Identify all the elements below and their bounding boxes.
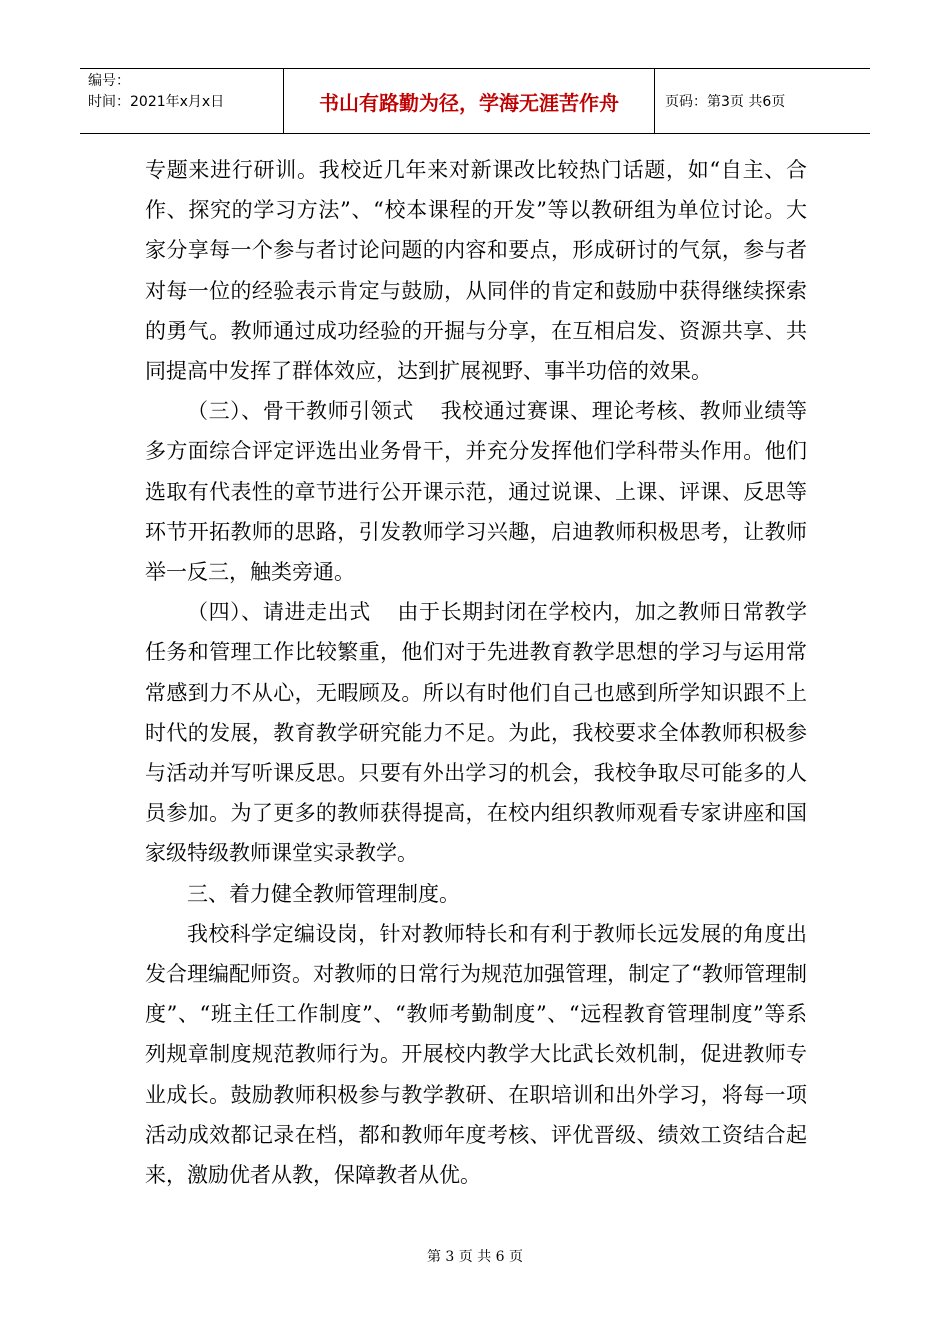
paragraph-text: 专题来进行研训。我校近几年来对新课改比较热门话题，如“自主、合作、探究的学习方法”、“校本课程的开发”等以教研组为单位讨论。大家分享每一个参与者讨论问题的内容和要点，形成研讨的气氛，参与者对每一位的经验表示肯定与鼓励，从同伴的肯定和鼓励中获得继续探索的勇气。教师通过成功经验的开掘与分享，在互相启发、资源共享、共同提高中发挥了群体效应，达到扩展视野、事半功倍的效果。 xyxy=(145,158,807,384)
document-date-label: 时间：2021年x月x日 xyxy=(88,94,225,110)
document-body xyxy=(145,150,807,1195)
page-header xyxy=(80,68,870,134)
paragraph-text: 我校通过赛课、理论考核、教师业绩等多方面综合评定评选出业务骨干，并充分发挥他们学科带头作用。他们选取有代表性的章节进行公开课示范，通过说课、上课、评课、反思等环节开拓教师的思路，引发教师学习兴趣，启迪教师积极思考，让教师举一反三，触类旁通。 xyxy=(145,399,808,585)
header-meta xyxy=(80,69,283,133)
paragraph xyxy=(145,914,807,1195)
section-heading: （四）、请进走出式 xyxy=(187,600,371,625)
header-motto: 书山有路勤为径，学海无涯苦作舟 xyxy=(283,69,655,133)
paragraph-text: 三、着力健全教师管理制度。 xyxy=(187,881,460,906)
section-title xyxy=(145,874,807,914)
paragraph xyxy=(145,391,807,592)
paragraph-text: 由于长期封闭在学校内，加之教师日常教学任务和管理工作比较繁重，他们对于先进教育教学思想的学习与运用常常感到力不从心，无暇顾及。所以有时他们自己也感到所学知识跟不上时代的发展，教育教学研究能力不足。为此，我校要求全体教师积极参与活动并写听课反思。只要有外出学习的机会，我校争取尽可能多的人员参加。为了更多的教师获得提高，在校内组织教师观看专家讲座和国家级特级教师课堂实录教学。 xyxy=(145,600,808,866)
header-page-info: 页码：第3页 共6页 xyxy=(665,94,786,110)
paragraph-text: 我校科学定编设岗，针对教师特长和有利于教师长远发展的角度出发合理编配师资。对教师的日常行为规范加强管理，制定了“教师管理制度”、“班主任工作制度”、“教师考勤制度”、“远程教育管理制度”等系列规章制度规范教师行为。开展校内教学大比武长效机制，促进教师专业成长。鼓励教师积极参与教学教研、在职培训和出外学习，将每一项活动成效都记录在档，都和教师年度考核、评优晋级、绩效工资结合起来，激励优者从教，保障教者从优。 xyxy=(145,921,807,1188)
document-number-label: 编号： xyxy=(88,73,130,89)
section-heading: （三）、骨干教师引领式 xyxy=(187,399,414,424)
paragraph xyxy=(145,592,807,873)
page-footer: 第 3 页 共 6 页 xyxy=(426,1249,524,1265)
paragraph xyxy=(145,150,807,391)
